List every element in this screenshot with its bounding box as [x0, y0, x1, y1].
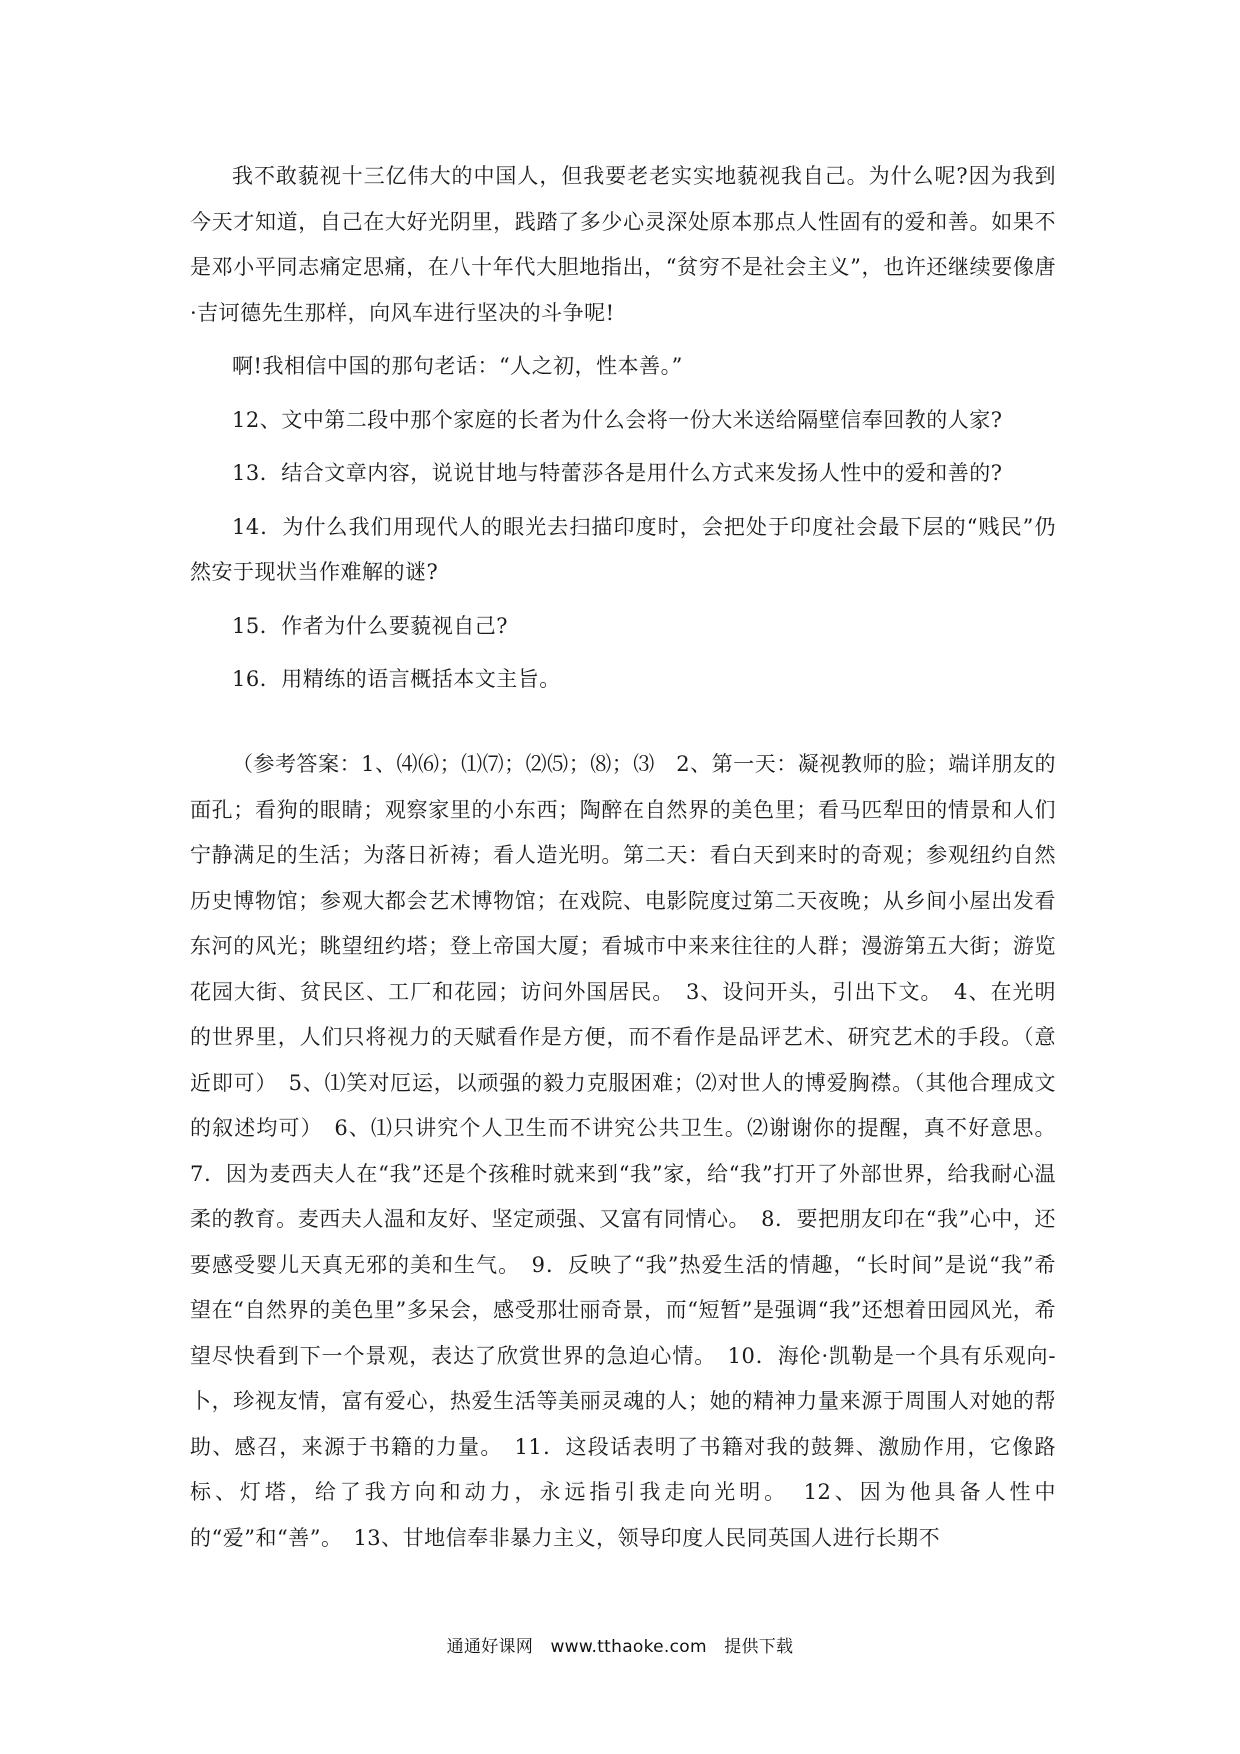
essay-paragraph-1: 我不敢藐视十三亿伟大的中国人，但我要老老实实地藐视我自己。为什么呢?因为我到今天才知道，自己在大好光阴里，践踏了多少心灵深处原本那点人性固有的爱和善。如果不是邓小平同志痛定思痛，在八十年代大胆地指出，“贫穷不是社会主义”，也许还继续要像唐·吉诃德先生那样，向风车进行坚决的斗争呢! [190, 164, 1056, 325]
question-14: 14．为什么我们用现代人的眼光去扫描印度时，会把处于印度社会最下层的“贱民”仍然安于现状当作难解的谜? [190, 514, 1056, 584]
essay-paragraph-2: 啊!我相信中国的那句老话：“人之初，性本善。” [232, 354, 683, 378]
essay-excerpt [190, 154, 1056, 711]
answers-paragraph: （参考答案：1、⑷⑹；⑴⑺；⑵⑸；⑻；⑶ 2、第一天：凝视教师的脸；端详朋友的面孔；看狗的眼睛；观察家里的小东西；陶醉在自然界的美色里；看马匹犁田的情景和人们宁静满足的生活；为落日祈祷；看人造光明。第二天：看白天到来时的奇观；参观纽约自然历史博物馆；参观大都会艺术博物馆；在戏院、电影院度过第二天夜晚；从乡间小屋出发看东河的风光；眺望纽约塔；登上帝国大厦；看城市中来来往往的人群；漫游第五大街；游览花园大街、贫民区、工厂和花园；访问外国居民。 3、设问开头，引出下文。 4、在光明的世界里，人们只将视力的天赋看作是方便，而不看作是品评艺术、研究艺术的手段。（意近即可） 5、⑴笑对厄运，以顽强的毅力克服困难；⑵对世人的博爱胸襟。（其他合理成文的叙述均可） 6、⑴只讲究个人卫生而不讲究公共卫生。⑵谢谢你的提醒，真不好意思。7．因为麦西夫人在“我”还是个孩稚时就来到“我”家，给“我”打开了外部世界，给我耐心温柔的教育。麦西夫人温和友好、坚定顽强、又富有同情心。 8．要把朋友印在“我”心中，还要感受婴儿天真无邪的美和生气。 9．反映了“我”热爱生活的情趣，“长时间”是说“我”希望在“自然界的美色里”多呆会，感受那壮丽奇景，而“短暂”是强调“我”还想着田园风光，希望尽快看到下一个景观，表达了欣赏世界的急迫心情。 10．海伦·凯勒是一个具有乐观向-卜，珍视友情，富有爱心，热爱生活等美丽灵魂的人；她的精神力量来源于周围人对她的帮助、感召，来源于书籍的力量。 11．这段话表明了书籍对我的鼓舞、激励作用，它像路标、灯塔，给了我方向和动力，永远指引我走向光明。 12、因为他具备人性中的“爱”和“善”。 13、甘地信奉非暴力主义，领导印度人民同英国人进行长期不 [190, 752, 1056, 1550]
question-16: 16．用精练的语言概括本文主旨。 [232, 667, 561, 691]
reference-answers [190, 742, 1056, 1561]
question-12: 12、文中第二段中那个家庭的长者为什么会将一份大米送给隔壁信奉回教的人家? [232, 407, 1003, 432]
page-footer: 通通好课网 www.tthaoke.com 提供下载 [446, 1637, 794, 1657]
question-15: 15．作者为什么要藐视自己? [232, 613, 508, 638]
question-13: 13．结合文章内容，说说甘地与特蕾莎各是用什么方式来发扬人性中的爱和善的? [232, 461, 1003, 485]
